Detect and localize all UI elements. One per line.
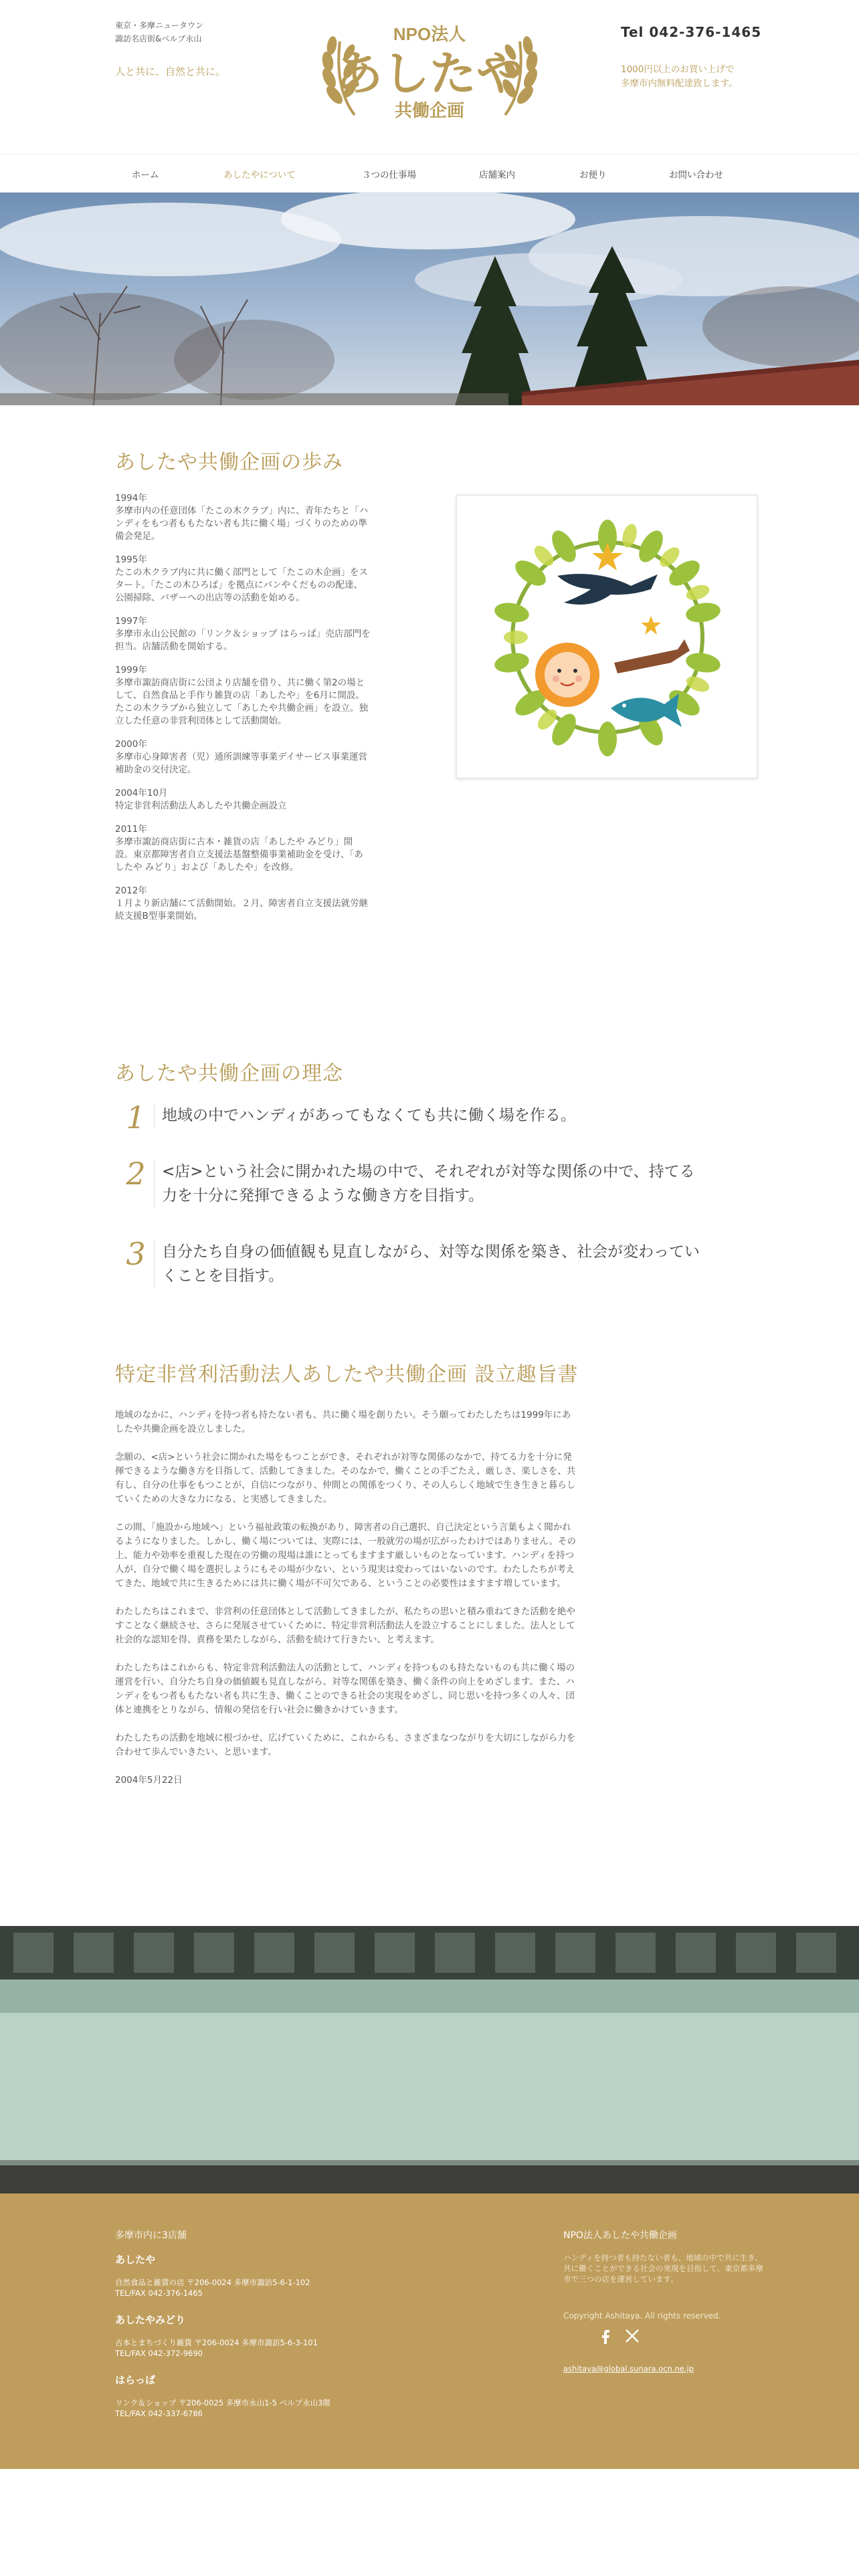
wall-image xyxy=(0,1926,859,2193)
philosophy-number: 2 xyxy=(126,1156,146,1192)
store-address: 古本とまちづくり雑貨 〒206-0024 多摩市諏訪5-6-3-101 xyxy=(115,2338,318,2347)
store-info xyxy=(115,2373,396,2419)
divider xyxy=(154,1160,155,1208)
history-item xyxy=(115,885,371,923)
facebook-icon[interactable] xyxy=(597,2327,614,2345)
nav-item-home[interactable]: ホーム xyxy=(132,170,159,181)
prospectus-paragraph: この間、「施設から地域へ」という福祉政策の転換があり、障害者の自己選択、自己決定という言葉もよく聞かれるようになりました。しかし、働く場については、実際には、一般就労の場が広がったわけではありません。その上、能力や効率を重視した現在の労働の現場は誰にとってもますます厳しいものとなっています。ハンディを持つ人が、自分で働く場を選択しようにもその場が少ない、という現実は変わってはいないのです。わたしたちが考えてきた、地域で共に生きるためには共に働く場が不可欠である、ということの必要性はますます増しています。 xyxy=(115,1522,577,1589)
prospectus-paragraph: 地域のなかに、ハンディを持つ者も持たない者も、共に働く場を創りたい。そう願ってわたしたちは1999年にあしたや共働企画を設立しました。 xyxy=(115,1410,571,1434)
site-header xyxy=(0,0,859,154)
star-icon xyxy=(641,616,661,635)
wreath-illustration xyxy=(456,495,757,778)
history-text: 多摩市内の任意団体「たこの木クラブ」内に、青年たちと「ハンディをもつ者ももたない者も共に働く場」づくりのための準備会発足。 xyxy=(115,506,368,542)
history-year: 2004年10月 xyxy=(115,788,168,798)
divider xyxy=(154,1103,155,1128)
header-address xyxy=(115,19,203,45)
nav-item-contact[interactable]: お問い合わせ xyxy=(669,170,723,181)
branch-icon xyxy=(614,639,690,673)
history-item xyxy=(115,554,371,605)
philosophy-item xyxy=(120,1236,709,1288)
history-title: あしたや共働企画の歩み xyxy=(115,451,343,474)
star-icon xyxy=(592,542,623,570)
history-item xyxy=(115,664,371,728)
store-tel: TEL/FAX 042-337-6786 xyxy=(115,2409,203,2418)
history-year: 1999年 xyxy=(115,665,147,675)
prospectus-title: 特定非営利活動法人あしたや共働企画 設立趣旨書 xyxy=(115,1363,579,1386)
site-footer xyxy=(0,2193,859,2469)
sun-face-icon xyxy=(535,643,599,707)
history-text: 多摩市心身障害者（児）通所訓練等事業デイサービス事業運営補助金の交付決定。 xyxy=(115,752,368,775)
history-text: 多摩市諏訪商店街に公団より店舗を借り、共に働く第2の場として、自然食品と手作り雑貨の店「あしたや」を6月に開設。たこの木クラブから独立して「あしたや共働企画」を設立。独立した任意の非営利団体として活動開始。 xyxy=(115,677,368,726)
main-nav xyxy=(0,154,859,193)
email-link[interactable]: ashitaya@global.sunara.ocn.ne.jp xyxy=(563,2364,694,2373)
philosophy-item xyxy=(120,1099,709,1136)
history-item xyxy=(115,492,371,543)
prospectus-paragraph: わたしたちはこれまで、非営利の任意団体として活動してきましたが、私たちの思いと積み重ねてきた活動を絶やすことなく継続させ、さらに発展させていくために、特定非営利活動法人を設立することにしました。法人として社会的な認知を得、責務を果たしながら、活動を続けて行きたい、と考えます。 xyxy=(115,1606,576,1645)
history-year: 2011年 xyxy=(115,824,147,835)
footer-org xyxy=(563,2228,764,2321)
bird-icon xyxy=(557,574,658,605)
phone-number[interactable]: Tel 042-376-1465 xyxy=(621,24,762,40)
prospectus-paragraph: 念願の、<店>という社会に開かれた場をもつことができ、それぞれが対等な関係のなかで、持てる力を十分に発揮できるような働き方を目指して、活動してきました。そのなかで、働くことの手ごたえ、厳しさ、楽しさを、共有し、自分の仕事をもつことが、自信につながり、仲間との関係をつくり、その人らしく地域で生き生きと暮らしていくための大きな力になる、と実感してきました。 xyxy=(115,1452,576,1505)
org-description: ハンディを持つ者も持たない者も、地域の中で共に生き、共に働くことができる社会の実現を目指して、東京都多摩市で三つの店を運営しています。 xyxy=(563,2253,763,2284)
logo-npo: NPO法人 xyxy=(393,24,466,44)
history-text: 多摩市諏訪商店街に古本・雑貨の店「あしたや みどり」開設。東京都障害者自立支援法基盤整備事業補助金を受け、「あしたや みどり」および「あしたや」を改修。 xyxy=(115,837,363,873)
philosophy-item xyxy=(120,1156,709,1208)
history-year: 2000年 xyxy=(115,739,147,750)
history-item xyxy=(115,787,371,813)
site-logo[interactable] xyxy=(314,15,545,128)
prospectus-paragraph: わたしたちはこれからも、特定非営利活動法人の活動として、ハンディを持つものも持たないものも共に働く場の運営を行い、自分たち自身の価値観も見直しながら、対等な関係を築き、働く条件の向上をめざします。また、ハンディをもつ者ももたない者も共に生き、働くことのできる社会の実現をめざし、同じ思いを持つ多くの人々、団体と連携をとりながら、情報の発信を行い社会に働きかけていきます。 xyxy=(115,1662,575,1715)
prospectus-body xyxy=(115,1408,578,1802)
divider xyxy=(154,1240,155,1288)
delivery-note xyxy=(621,63,737,91)
delivery-line-1: 1000円以上のお買い上げで xyxy=(621,64,735,75)
history-text: 特定非営利活動法人あしたや共働企画設立 xyxy=(115,800,287,811)
nav-item-news[interactable]: お便り xyxy=(579,170,607,181)
x-icon[interactable] xyxy=(624,2327,641,2345)
store-address: リンク＆ショップ 〒206-0025 多摩市永山1-5 ベルブ永山3階 xyxy=(115,2398,330,2407)
tagline: 人と共に、自然と共に。 xyxy=(115,66,226,78)
address-line-1: 東京・多摩ニュータウン xyxy=(115,21,204,30)
nav-item-workplaces[interactable]: ３つの仕事場 xyxy=(362,170,416,181)
history-item xyxy=(115,823,371,874)
history-year: 1997年 xyxy=(115,616,147,627)
wreath-illustration-art xyxy=(457,496,758,779)
philosophy-text: 地域の中でハンディがあってもなくても共に働く場を作る。 xyxy=(162,1107,576,1124)
history-year: 1994年 xyxy=(115,493,147,504)
philosophy-list xyxy=(120,1099,709,1288)
org-name: NPO法人あしたや共働企画 xyxy=(563,2230,677,2241)
prospectus-paragraph: わたしたちの活動を地域に根づかせ、広げていくために、これからも、さまざまなつながりを大切にしながら力を合わせて歩んでいきたい、と思います。 xyxy=(115,1733,576,1757)
store-info xyxy=(115,2252,396,2298)
hero-image xyxy=(0,193,859,405)
philosophy-number: 1 xyxy=(126,1099,146,1136)
philosophy-text: <店>という社会に開かれた場の中で、それぞれが対等な関係の中で、持てる力を十分に発揮できるような働き方を目指す。 xyxy=(162,1163,695,1204)
nav-item-stores[interactable]: 店舗案内 xyxy=(479,170,515,181)
history-item xyxy=(115,738,371,776)
logo-name: あしたや xyxy=(336,46,523,101)
philosophy-text: 自分たち自身の価値観も見直しながら、対等な関係を築き、社会が変わっていくことを目指す。 xyxy=(162,1243,700,1285)
history-text: 多摩市永山公民館の「リンク＆ショップ はらっぱ」売店部門を担当。店舗活動を開始する。 xyxy=(115,629,371,652)
address-line-2: 諏訪名店街&ベルブ永山 xyxy=(115,34,202,43)
history-year: 1995年 xyxy=(115,554,147,565)
history-text: １月より新店舗にて活動開始。２月、障害者自立支援法就労継続支援B型事業開始。 xyxy=(115,898,368,922)
store-tel: TEL/FAX 042-376-1465 xyxy=(115,2288,203,2298)
prospectus-date: 2004年5月22日 xyxy=(115,1775,183,1786)
store-address: 自然食品と雑貨の店 〒206-0024 多摩市諏訪5-6-1-102 xyxy=(115,2278,310,2287)
store-tel: TEL/FAX 042-372-9690 xyxy=(115,2349,203,2358)
history-text: たこの木クラブ内に共に働く部門として「たこの木企画」をスタート。「たこの木ひろば」を拠点にパンやくだものの配達、公園掃除、バザーへの出店等の活動を始める。 xyxy=(115,567,368,603)
stores-heading: 多摩市内に3店舗 xyxy=(115,2230,187,2241)
philosophy-number: 3 xyxy=(126,1236,146,1272)
history-item xyxy=(115,615,371,653)
delivery-line-2: 多摩市内無料配達致します。 xyxy=(621,78,738,89)
nav-item-about[interactable]: あしたやについて xyxy=(223,170,296,181)
logo-sub: 共働企画 xyxy=(394,101,465,121)
history-list xyxy=(115,492,371,934)
store-name: はらっぱ xyxy=(115,2374,156,2386)
store-info xyxy=(115,2313,396,2359)
copyright: Copyright Ashitaya. All rights reserved. xyxy=(563,2311,721,2321)
history-year: 2012年 xyxy=(115,885,147,896)
store-name: あしたやみどり xyxy=(115,2314,186,2326)
store-name: あしたや xyxy=(115,2254,156,2266)
philosophy-title: あしたや共働企画の理念 xyxy=(115,1062,343,1085)
